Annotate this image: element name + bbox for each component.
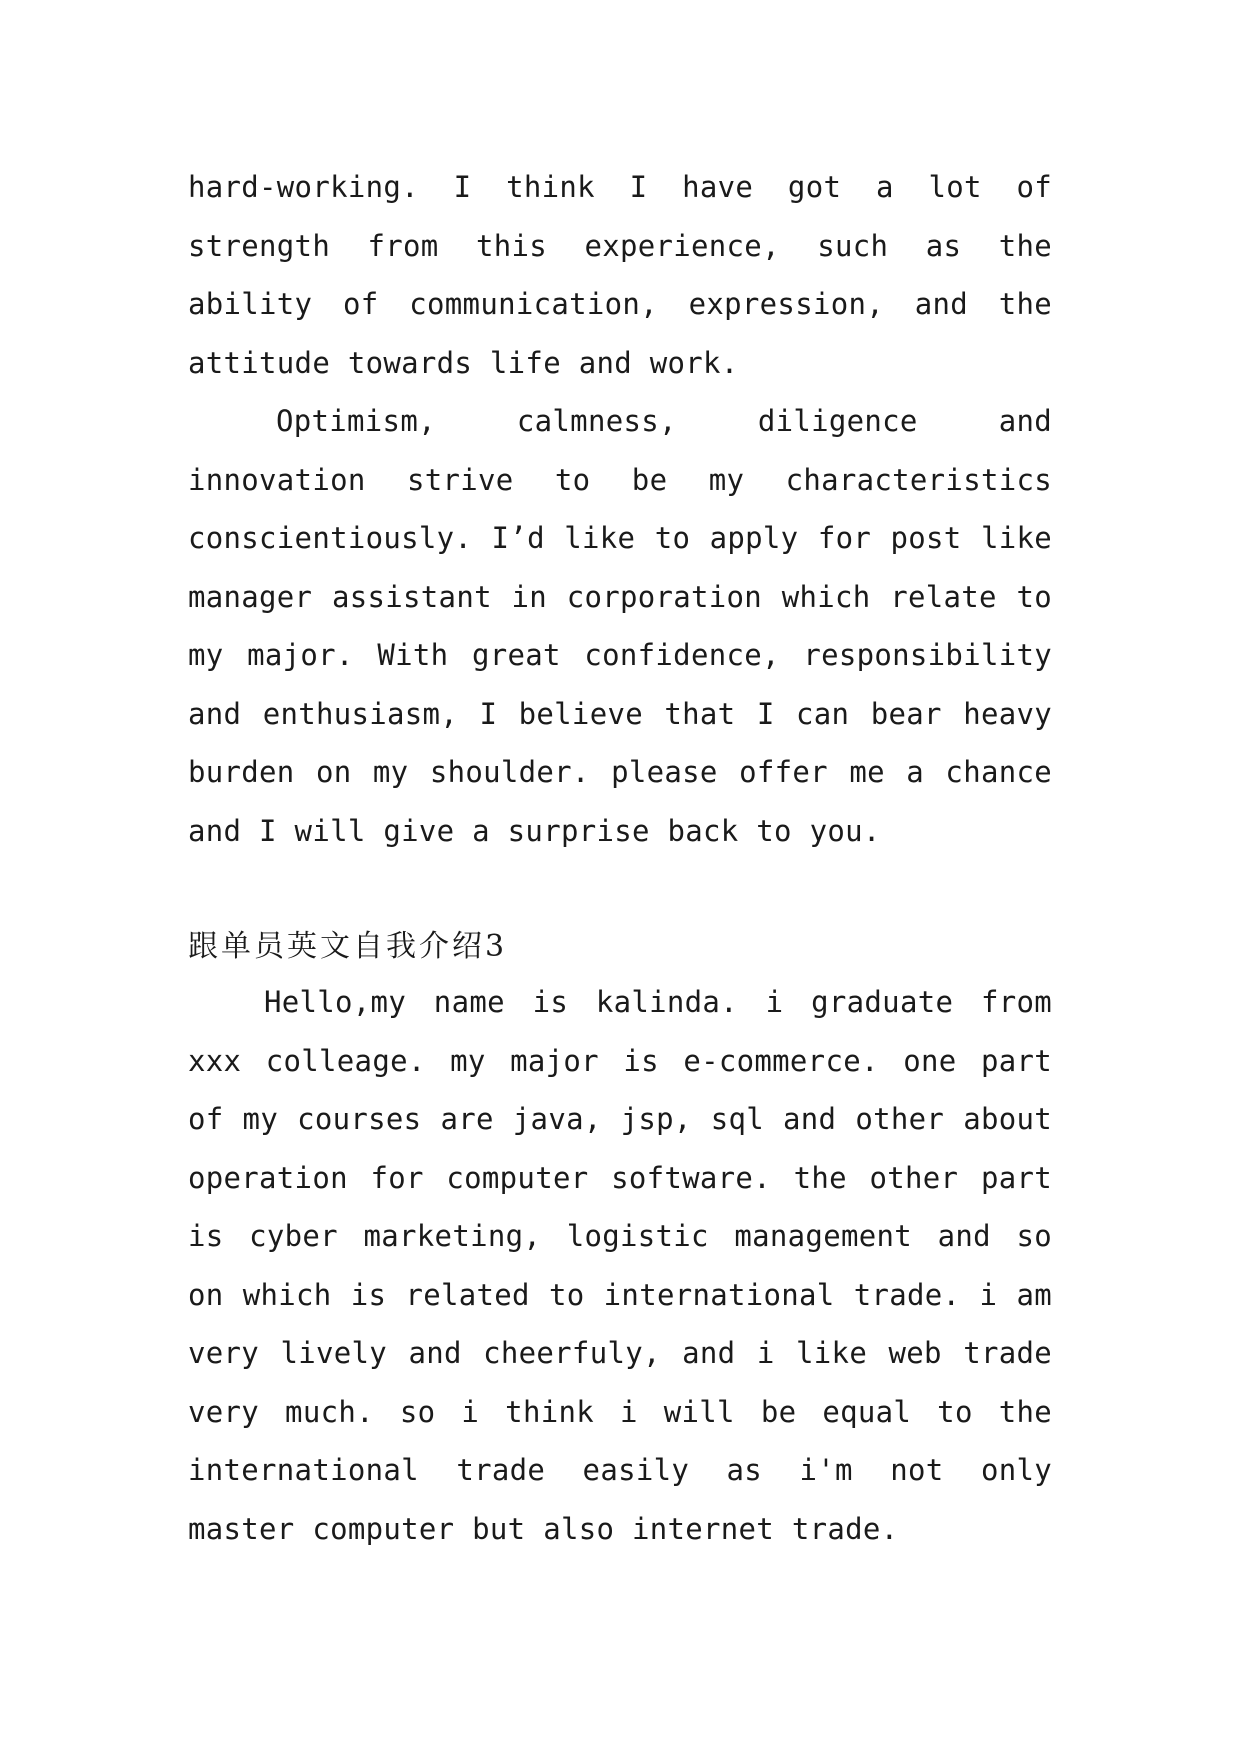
section-heading: 跟单员英文自我介绍3 xyxy=(188,929,508,964)
paragraph-continuation: hard-working. I think I have got a lot of strength from this experience, such as the ability of communication, expression, and the attitude towards life and work. xyxy=(188,170,1052,380)
paragraph-optimism: Optimism, calmness, diligence and innovation strive to be my characteristics conscientiously. I’d like to apply for post like manager assistant in corporation which relate to my major. With great confidence, responsibility and enthusiasm, I believe that I can bear heavy burden on my shoulder. please offer me a chance and I will give a surprise back to you. xyxy=(188,404,1052,848)
paragraph-introduction: Hello,my name is kalinda. i graduate from xxx colleage. my major is e-commerce. one part of my courses are java, jsp, sql and other about operation for computer software. the other part is cyber marketing, logistic management and so on which is related to international trade. i am very lively and cheerfuly, and i like web trade very much. so i think i will be equal to the international trade easily as i'm not only master computer but also internet trade. xyxy=(188,985,1052,1546)
